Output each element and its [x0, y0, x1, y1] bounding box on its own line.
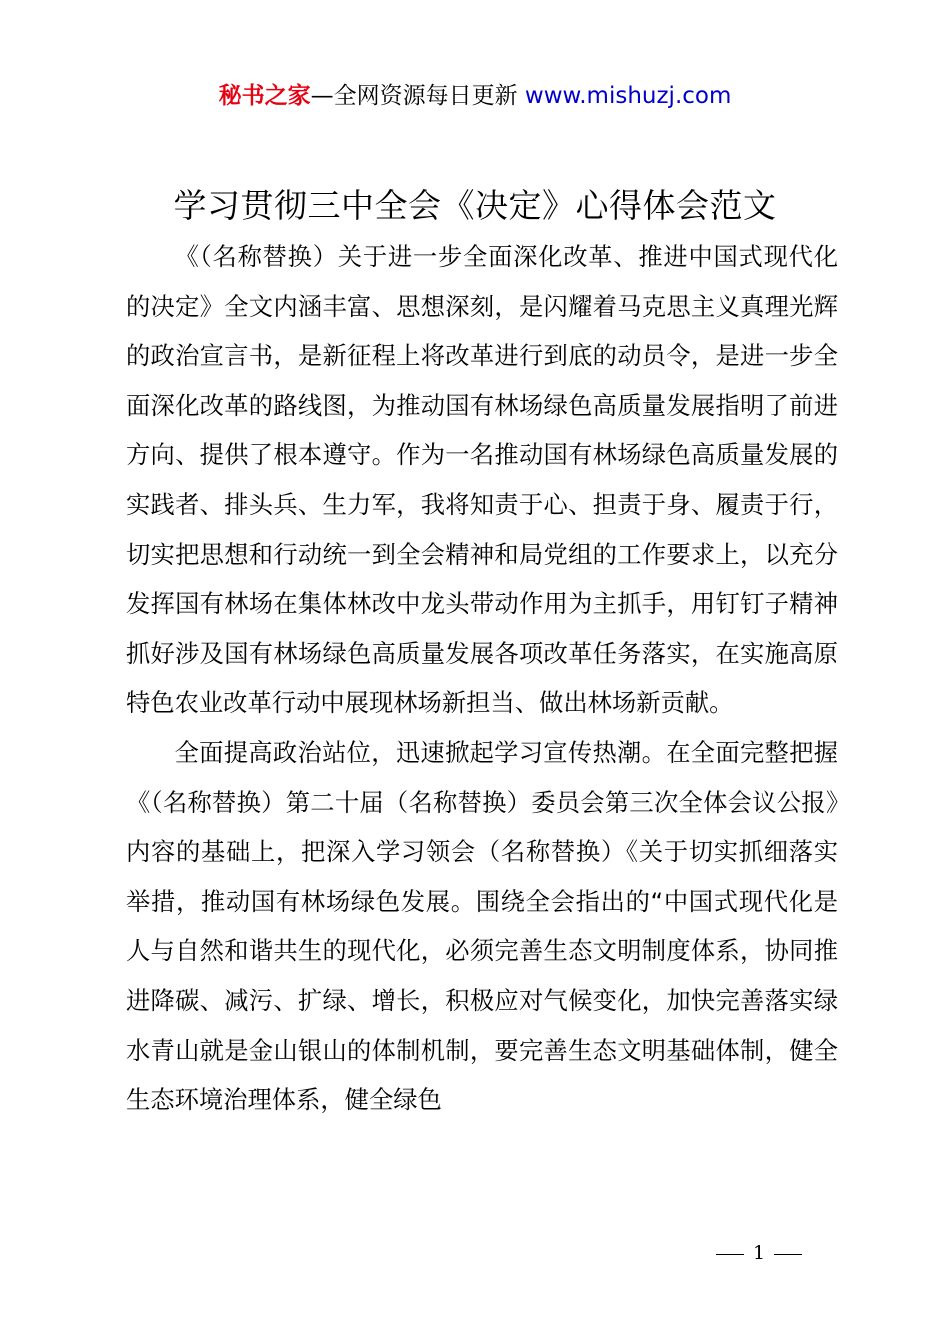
page-footer	[716, 1240, 802, 1266]
paragraph: 全面提高政治站位，迅速掀起学习宣传热潮。在全面完整把握《（名称替换）第二十届（名称替换）委员会第三次全体会议公报》内容的基础上，把深入学习领会（名称替换）《关于切实抓细落实举措，推动国有林场绿色发展。围绕全会指出的“中国式现代化是人与自然和谐共生的现代化，必须完善生态文明制度体系，协同推进降碳、减污、扩绿、增长，积极应对气候变化，加快完善落实绿水青山就是金山银山的体制机制，要完善生态文明基础体制，健全生态环境治理体系，健全绿色	[126, 737, 838, 1115]
page-number: 1	[753, 1242, 766, 1264]
document-body	[126, 232, 838, 1125]
document-title: 学习贯彻三中全会《决定》心得体会范文	[173, 186, 777, 225]
site-url-link[interactable]: www.mishuzj.com	[524, 83, 732, 109]
site-brand: 秘书之家	[218, 83, 311, 109]
paragraph: 《（名称替换）关于进一步全面深化改革、推进中国式现代化的决定》全文内涵丰富、思想深刻，是闪耀着马克思主义真理光辉的政治宣言书，是新征程上将改革进行到底的动员令，是进一步全面深化改革的路线图，为推动国有林场绿色高质量发展指明了前进方向、提供了根本遵守。作为一名推动国有林场绿色高质量发展的实践者、排头兵、生力军，我将知责于心、担责于身、履责于行，切实把思想和行动统一到全会精神和局党组的工作要求上，以充分发挥国有林场在集体林改中龙头带动作用为主抓手，用钉钉子精神抓好涉及国有林场绿色高质量发展各项改革任务落实，在实施高原特色农业改革行动中展现林场新担当、做出林场新贡献。	[126, 242, 838, 718]
footer-dash-left	[716, 1254, 744, 1255]
site-header	[0, 80, 950, 112]
site-tagline: —全网资源每日更新	[310, 83, 518, 109]
footer-dash-right	[774, 1254, 802, 1255]
